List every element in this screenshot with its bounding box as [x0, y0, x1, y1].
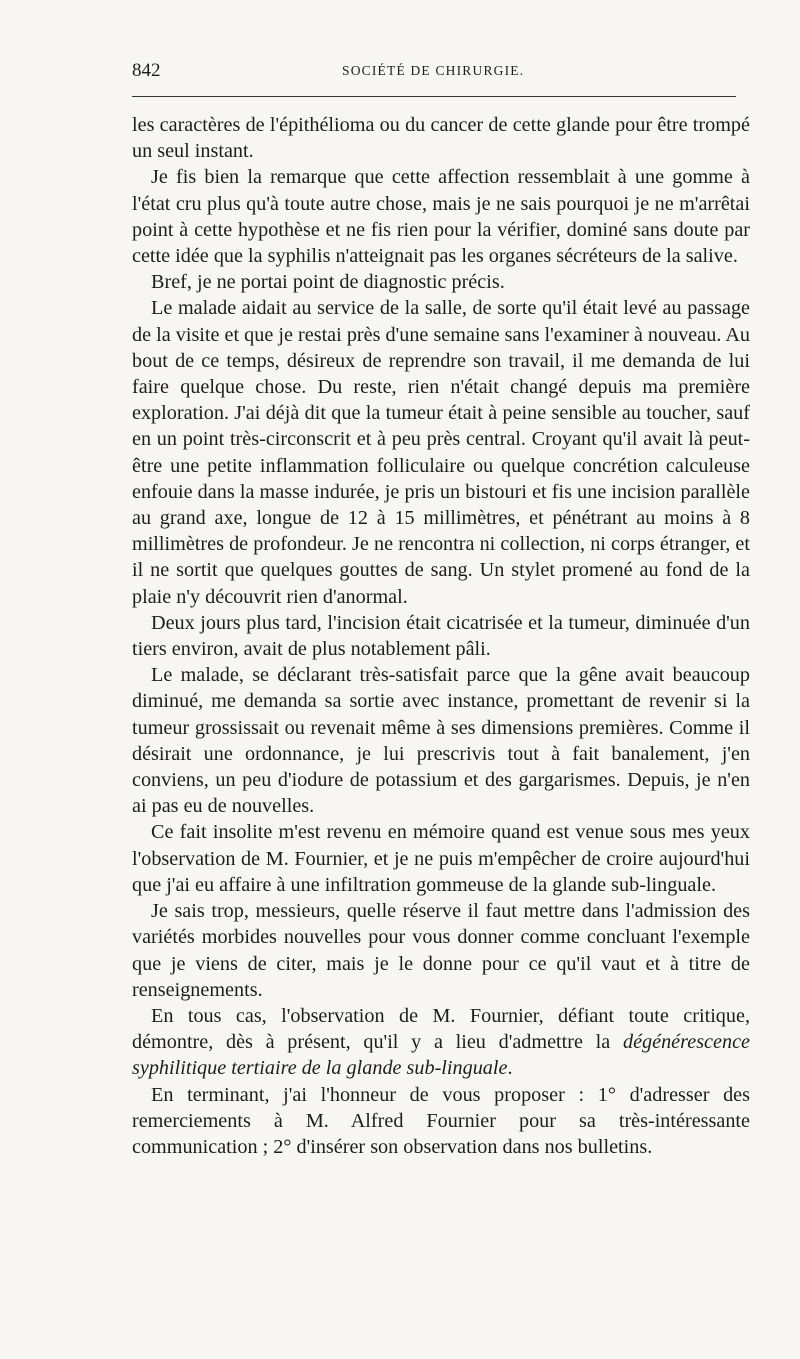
paragraph-with-emphasis	[132, 1003, 750, 1082]
paragraph: En terminant, j'ai l'honneur de vous proposer : 1° d'adresser des remerciements à M. Alfred Fournier pour sa très-intéressante communication ; 2° d'insérer son observation dans nos bulletins.	[132, 1083, 750, 1158]
paragraph: Deux jours plus tard, l'incision était cicatrisée et la tumeur, diminuée d'un tiers environ, avait de plus notablement pâli.	[132, 611, 750, 661]
page-header	[132, 58, 736, 88]
running-title: SOCIÉTÉ DE CHIRURGIE.	[342, 63, 525, 78]
paragraph: les caractères de l'épithélioma ou du cancer de cette glande pour être trompé un seul instant.	[132, 114, 750, 163]
paragraph-text-end: .	[507, 1057, 513, 1080]
paragraph-text: En tous cas, l'observation de M. Fournier, défiant toute critique, démontre, dès à présent, qu'il y a lieu d'admettre la	[132, 1004, 750, 1054]
page-number: 842	[132, 60, 161, 81]
paragraph: Le malade aidait au service de la salle, de sorte qu'il était levé au passage de la visite et que je restai près d'une semaine sans l'examiner à nouveau. Au bout de ce temps, désireux de reprendre son travail, il me demanda de lui faire quelque chose. Du reste, rien n'était changé depuis ma première exploration. J'ai déjà dit que la tumeur était à peine sensible au toucher, sauf en un point très-circonscrit et à peu près central. Croyant qu'il avait là peut-être une petite inflammation folliculaire ou quelque concrétion calculeuse enfouie dans la masse indurée, je pris un bistouri et fis une incision parallèle au grand axe, longue de 12 à 15 millimètres, et pénétrant au moins à 8 millimètres de profondeur. Je ne rencontra ni collection, ni corps étranger, et il ne sortit que quelques gouttes de sang. Un stylet promené au fond de la plaie n'y découvrit rien d'anormal.	[132, 297, 750, 608]
paragraph: Ce fait insolite m'est revenu en mémoire quand est venue sous mes yeux l'observation de M. Fournier, et je ne puis m'empêcher de croire aujourd'hui que j'ai eu affaire à une infiltration gommeuse de la glande sub-linguale.	[132, 821, 750, 896]
paragraph: Je sais trop, messieurs, quelle réserve il faut mettre dans l'admission des variétés morbides nouvelles pour vous donner comme concluant l'exemple que je viens de citer, mais je le donne pour ce qu'il vaut et à titre de renseignements.	[132, 900, 750, 1001]
paragraph: Le malade, se déclarant très-satisfait parce que la gêne avait beaucoup diminué, me demanda sa sortie avec instance, promettant de revenir si la tumeur grossissait ou revenait même à ses dimensions premières. Comme il désirait une ordonnance, je lui prescrivis tout à fait banalement, j'en conviens, un peu d'iodure de potassium et des gargarismes. Depuis, je n'en ai pas eu de nouvelles.	[132, 664, 750, 818]
body-text	[132, 112, 750, 1160]
paragraph: Bref, je ne portai point de diagnostic précis.	[151, 271, 505, 294]
paragraph: Je fis bien la remarque que cette affection ressemblait à une gomme à l'état cru plus qu'à toute autre chose, mais je ne sais pourquoi je ne m'arrêtai point à cette hypothèse et ne fis rien pour la vérifier, dominé sans doute par cette idée que la syphilis n'atteignait pas les organes sécréteurs de la salive.	[132, 166, 750, 268]
emphasized-text: dégénérescence syphilitique tertiaire de la glande sub-linguale	[132, 1031, 750, 1080]
header-rule	[132, 96, 736, 97]
